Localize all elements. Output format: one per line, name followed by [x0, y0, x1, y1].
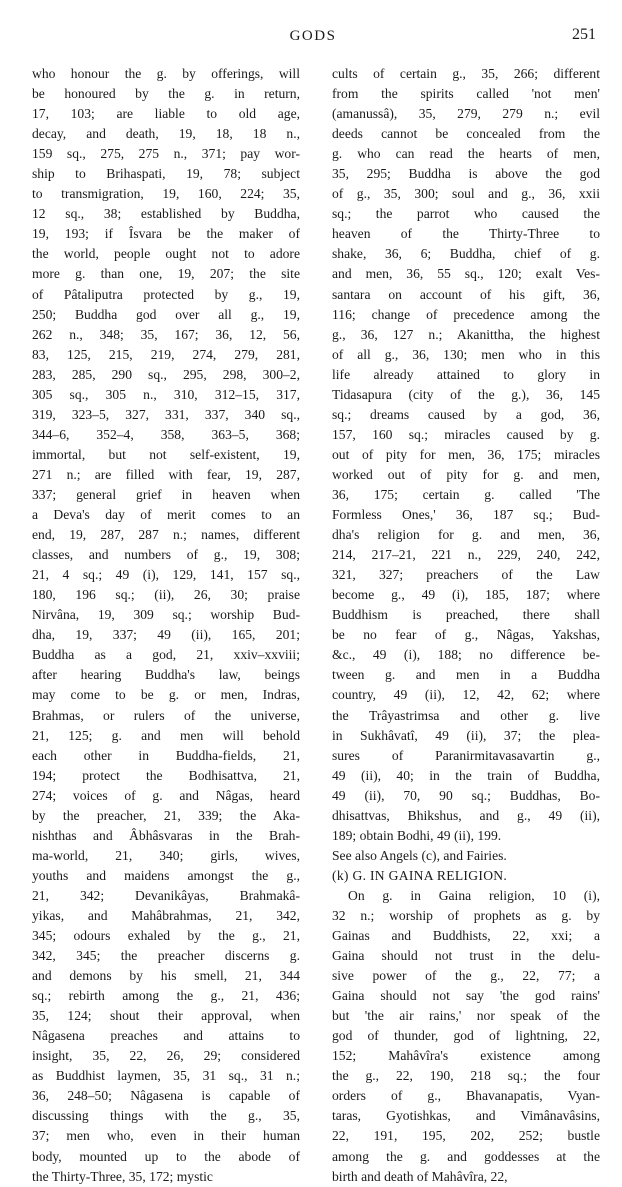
index-line: immortal, but not self-existent, 19,: [32, 446, 300, 462]
index-line: deeds cannot be concealed from the: [332, 126, 600, 142]
index-line: 21, 125; g. and men will behold: [32, 727, 300, 743]
index-line: g. who can read the hearts of men,: [332, 146, 600, 162]
index-line: 262 n., 348; 35, 167; 36, 12, 56,: [32, 326, 300, 342]
index-line: Tidasapura (city of the g.), 36, 145: [332, 386, 600, 402]
index-line: Buddhism is preached, there shall: [332, 607, 600, 623]
index-line: 344–6, 352–4, 358, 363–5, 368;: [32, 426, 300, 442]
index-line: but 'the air rains,' nor speak of the: [332, 1008, 600, 1024]
index-line: dha, 19, 337; 49 (ii), 165, 201;: [32, 627, 300, 643]
index-line: dhisattvas, Bhikshus, and g., 49 (ii),: [332, 807, 600, 823]
index-line: tween g. and men in a Buddha: [332, 667, 600, 683]
index-line: classes, and numbers of g., 19, 308;: [32, 547, 300, 563]
index-line: 319, 323–5, 327, 331, 337, 340 sq.,: [32, 406, 300, 422]
index-line: who honour the g. by offerings, will: [32, 66, 300, 81]
index-line: of g., 35, 300; soul and g., 36, xxii: [332, 186, 600, 202]
index-line: birth and death of Mahâvîra, 22,: [332, 1168, 508, 1184]
index-line: 21, 4 sq.; 49 (i), 129, 141, 157 sq.,: [32, 567, 300, 583]
index-line: end, 19, 287, 287 n.; names, different: [32, 527, 300, 543]
index-line: as Buddhist laymen, 35, 31 sq., 31 n.;: [32, 1068, 300, 1084]
index-line: 305 sq., 305 n., 310, 312–15, 317,: [32, 386, 300, 402]
index-line: the Trâyastrimsa and other g. live: [332, 707, 600, 723]
index-line: 22, 191, 195, 202, 252; bustle: [332, 1128, 600, 1144]
index-line: 21, 342; Devanikâyas, Brahmakâ-: [32, 887, 300, 903]
index-line: dha's religion for g. and men, 36,: [332, 527, 600, 543]
index-line: 214, 217–21, 221 n., 229, 240, 242,: [332, 547, 600, 563]
index-line: See also Angels (c), and Fairies.: [332, 847, 507, 863]
index-line: 116; change of precedence among the: [332, 306, 600, 322]
index-line: Nirvâna, 19, 309 sq.; worship Bud-: [32, 607, 300, 623]
index-line: sq.; dreams caused by a god, 36,: [332, 406, 600, 422]
index-line: 35, 124; shout their approval, when: [32, 1008, 300, 1024]
page-header: [30, 26, 596, 48]
index-line: out of pity for men, 36, 175; miracles: [332, 446, 600, 462]
index-line: among the g. and goddesses at the: [332, 1148, 600, 1164]
index-line: sq.; the parrot who caused the: [332, 206, 600, 222]
index-line: 49 (ii), 70, 90 sq.; Buddhas, Bo-: [332, 787, 600, 803]
index-line: 250; Buddha god over all g., 19,: [32, 306, 300, 322]
index-line: be honoured by the g. in return,: [32, 86, 300, 102]
index-line: 17, 103; are liable to old age,: [32, 106, 300, 122]
index-line: sq.; rebirth among the g., 21, 436;: [32, 988, 300, 1004]
index-line: Gaina should not trust in the delu-: [332, 948, 600, 964]
index-line: god of thunder, god of lightning, 22,: [332, 1028, 600, 1044]
index-line: the Thirty-Three, 35, 172; mystic: [32, 1168, 213, 1184]
index-line: 157, 160 sq.; miracles caused by g.: [332, 426, 600, 442]
index-line: Brahmas, or rulers of the universe,: [32, 707, 300, 723]
index-line: 194; protect the Bodhisattva, 21,: [32, 767, 300, 783]
index-line: 152; Mahâvîra's existence among: [332, 1048, 600, 1064]
index-line: taras, Gyotishkas, and Vimânavâsins,: [332, 1108, 600, 1124]
index-line: 49 (ii), 40; in the train of Buddha,: [332, 767, 600, 783]
index-line: Nâgasena preaches and attains to: [32, 1028, 300, 1044]
index-line: orders of g., Bhavanapatis, Vyan-: [332, 1088, 600, 1104]
index-line: ship to Brihaspati, 19, 78; subject: [32, 166, 300, 182]
index-line: insight, 35, 22, 26, 29; considered: [32, 1048, 300, 1064]
index-line: g., 36, 127 n.; Akanittha, the highest: [332, 326, 600, 342]
running-head: GODS: [289, 28, 337, 44]
index-line: be no fear of g., Nâgas, Yakshas,: [332, 627, 600, 643]
index-line: and men, 36, 55 sq., 120; exalt Ves-: [332, 266, 600, 282]
index-line: 283, 285, 290 sq., 295, 298, 300–2,: [32, 366, 300, 382]
index-line: decay, and death, 19, 18, 18 n.,: [32, 126, 300, 142]
index-line: 321, 327; preachers of the Law: [332, 567, 600, 583]
index-line: of all g., 36, 130; men who in this: [332, 346, 600, 362]
index-line: 83, 125, 215, 219, 274, 279, 281,: [32, 346, 300, 362]
index-line: Buddha as a god, 21, xxiv–xxviii;: [32, 647, 300, 663]
index-line: 337; general grief in heaven when: [32, 486, 300, 502]
index-line: Formless Ones,' 36, 187 sq.; Bud-: [332, 507, 600, 523]
index-line: sive power of the g., 22, 77; a: [332, 968, 600, 984]
index-line: 342, 345; the preacher discerns g.: [32, 948, 300, 964]
index-line: Gainas and Buddhists, 22, xxi; a: [332, 928, 600, 944]
index-line: 159 sq., 275, 275 n., 371; pay wor-: [32, 146, 300, 162]
index-line: sures of Paranirmitavasavartin g.,: [332, 747, 600, 763]
index-line: 36, 248–50; Nâgasena is capable of: [32, 1088, 300, 1104]
index-line: country, 49 (ii), 12, 42, 62; where: [332, 687, 600, 703]
index-line: 37; men who, even in their human: [32, 1128, 300, 1144]
index-line: &c., 49 (i), 188; no difference be-: [332, 647, 600, 663]
index-line: cults of certain g., 35, 266; different: [332, 66, 600, 81]
index-line: more g. than one, 19, 207; the site: [32, 266, 300, 282]
left-column: [32, 64, 300, 1187]
index-line: 180, 196 sq.; (ii), 26, 30; praise: [32, 587, 300, 603]
index-line: youths and maidens amongst the g.,: [32, 867, 300, 883]
index-line: become g., 49 (i), 185, 187; where: [332, 587, 600, 603]
index-line: ma-world, 21, 340; girls, wives,: [32, 847, 300, 863]
page-number: 251: [572, 26, 596, 43]
index-line: worked out of pity for g. and men,: [332, 466, 600, 482]
index-line: from the spirits called 'not men': [332, 86, 600, 102]
index-line: to transmigration, 19, 160, 224; 35,: [32, 186, 300, 202]
index-line: heaven of the Thirty-Three to: [332, 226, 600, 242]
index-line: 19, 193; if Îsvara be the maker of: [32, 226, 300, 242]
index-line: 32 n.; worship of prophets as g. by: [332, 907, 600, 923]
index-line: 35, 295; Buddha is above the god: [332, 166, 600, 182]
index-line: 274; voices of g. and Nâgas, heard: [32, 787, 300, 803]
index-line: a Deva's day of merit comes to an: [32, 507, 300, 523]
index-line: 12 sq., 38; established by Buddha,: [32, 206, 300, 222]
index-line: discussing things with the g., 35,: [32, 1108, 300, 1124]
index-line: of Pâtaliputra protected by g., 19,: [32, 286, 300, 302]
index-line: santara on account of his gift, 36,: [332, 286, 600, 302]
index-line: 36, 175; certain g. called 'The: [332, 486, 600, 502]
index-line: the world, people ought not to adore: [32, 246, 300, 262]
index-line: 345; odours exhaled by the g., 21,: [32, 928, 300, 944]
index-line: by the preacher, 21, 339; the Aka-: [32, 807, 300, 823]
index-line: (amanussâ), 35, 279, 279 n.; evil: [332, 106, 600, 122]
index-line: and demons by his smell, 21, 344: [32, 968, 300, 984]
index-line: after hearing Buddha's law, beings: [32, 667, 300, 683]
index-line: (k) G. IN GAINA RELIGION.: [332, 867, 508, 883]
right-column: [332, 64, 600, 1187]
index-line: life already attained to glory in: [332, 366, 600, 382]
index-line: each other in Buddha-fields, 21,: [32, 747, 300, 763]
index-line: 189; obtain Bodhi, 49 (ii), 199.: [332, 827, 502, 843]
index-line: nishthas and Âbhâsvaras in the Brah-: [32, 827, 300, 843]
index-line: may come to be g. or men, Indras,: [32, 687, 300, 703]
index-line: the g., 22, 190, 218 sq.; the four: [332, 1068, 600, 1084]
index-line: yikas, and Mahâbrahmas, 21, 342,: [32, 907, 300, 923]
index-line: 271 n.; are filled with fear, 19, 287,: [32, 466, 300, 482]
index-line: Gaina should not say 'the god rains': [332, 988, 600, 1004]
index-line: body, mounted up to the abode of: [32, 1148, 300, 1164]
index-line: in Sukhâvatî, 49 (ii), 37; the plea-: [332, 727, 600, 743]
index-line: On g. in Gaina religion, 10 (i),: [348, 887, 600, 903]
index-line: shake, 36, 6; Buddha, chief of g.: [332, 246, 600, 262]
